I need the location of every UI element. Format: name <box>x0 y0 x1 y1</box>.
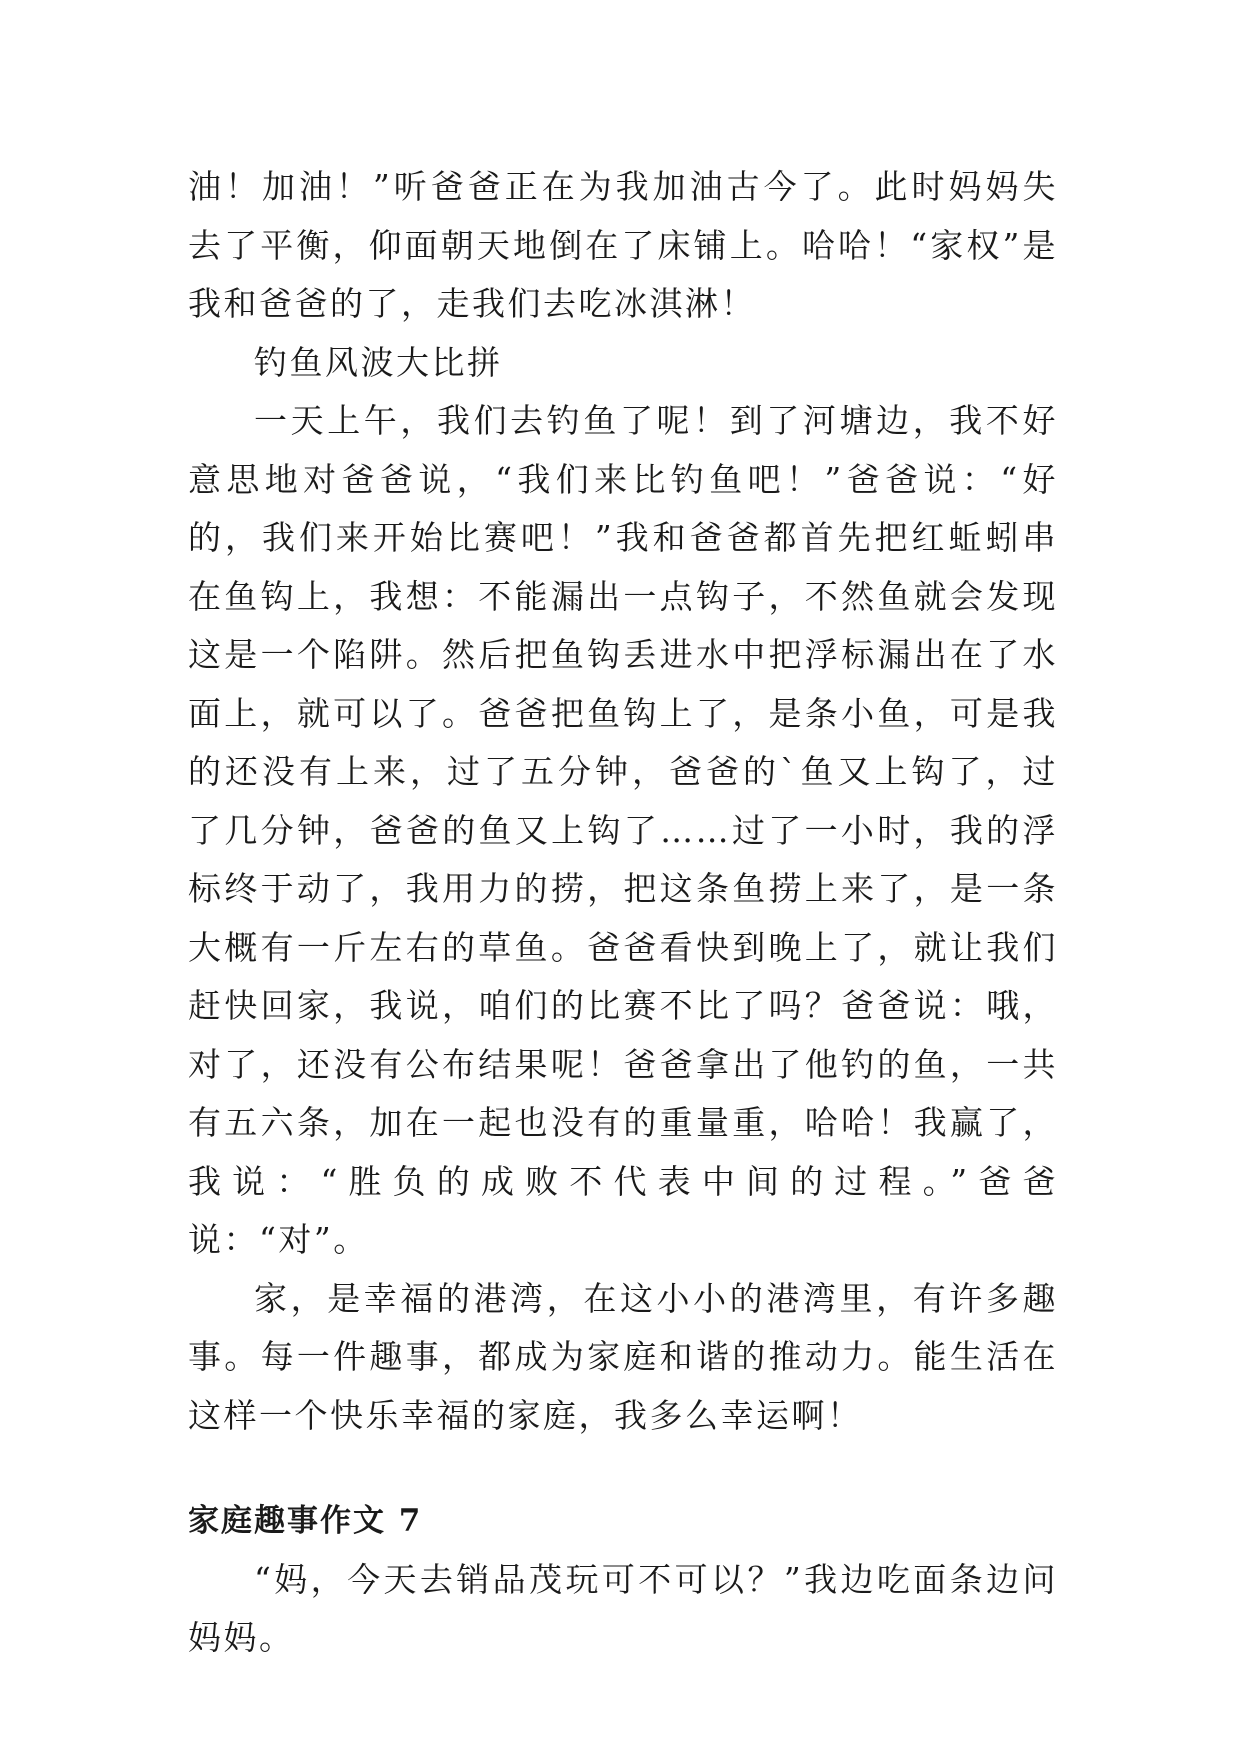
paragraph-conclusion: 家，是幸福的港湾，在这小小的港湾里，有许多趣事。每一件趣事，都成为家庭和谐的推动力。能生活在这样一个快乐幸福的家庭，我多么幸运啊！ <box>188 1278 1058 1435</box>
section-spacer <box>188 1445 1058 1492</box>
story-subtitle-fishing: 钓鱼风波大比拼 <box>254 342 503 382</box>
section-heading: 家庭趣事作文 7 <box>188 1503 423 1539</box>
paragraph-ending-previous-story: 油！加油！”听爸爸正在为我加油古今了。此时妈妈失去了平衡，仰面朝天地倒在了床铺上。哈哈！“家权”是我和爸爸的了，走我们去吃冰淇淋！ <box>188 167 1058 323</box>
document-body <box>188 158 1058 1668</box>
paragraph-opening-new-story: “妈，今天去销品茂玩可不可以？”我边吃面条边问妈妈。 <box>188 1559 1058 1657</box>
paragraph-fishing-story: 一天上午，我们去钓鱼了呢！到了河塘边，我不好意思地对爸爸说，“我们来比钓鱼吧！”爸爸说：“好的，我们来开始比赛吧！”我和爸爸都首先把红蚯蚓串在鱼钩上，我想：不能漏出一点钩子，不然鱼就会发现这是一个陷阱。然后把鱼钩丢进水中把浮标漏出在了水面上，就可以了。爸爸把鱼钩上了，是条小鱼，可是我的还没有上来，过了五分钟，爸爸的`鱼又上钩了，过了几分钟，爸爸的鱼又上钩了……过了一小时，我的浮标终于动了，我用力的捞，把这条鱼捞上来了，是一条大概有一斤左右的草鱼。爸爸看快到晚上了，就让我们赶快回家，我说，咱们的比赛不比了吗？爸爸说：哦，对了，还没有公布结果呢！爸爸拿出了他钓的鱼，一共有五六条，加在一起也没有的重量重，哈哈！我赢了，我说：“胜负的成败不代表中间的过程。”爸爸说：“对”。 <box>188 401 1058 1259</box>
